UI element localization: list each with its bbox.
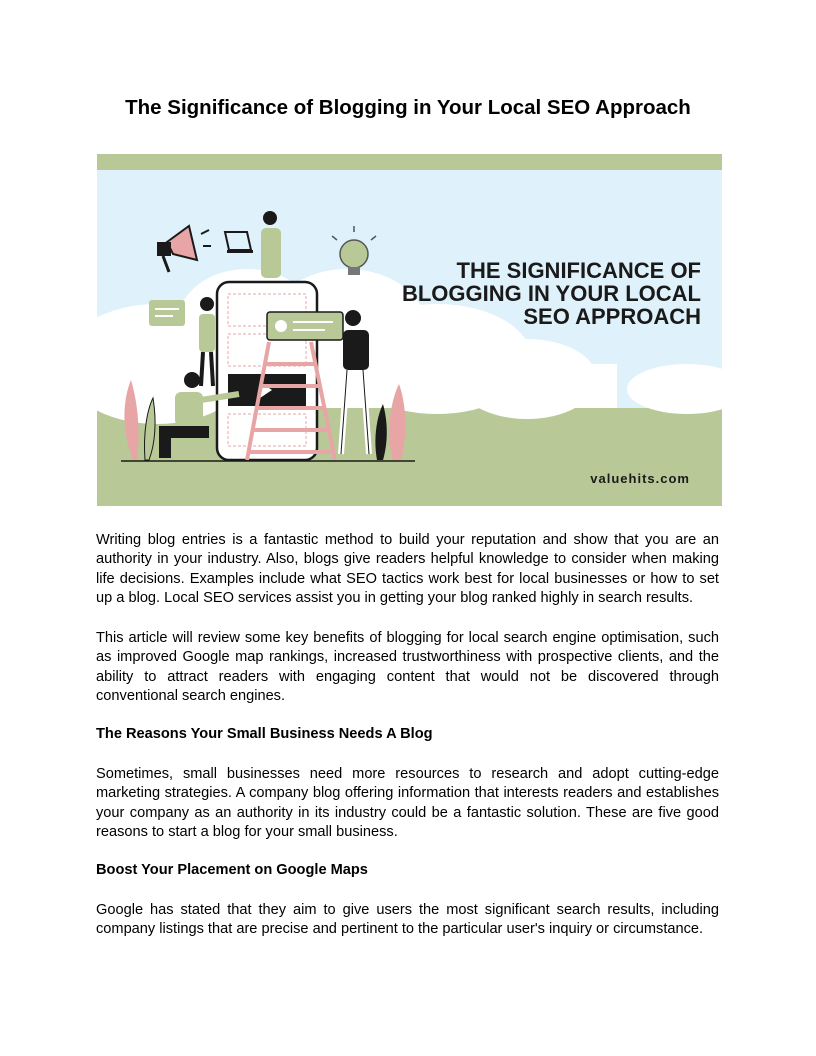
smartphone-illustration: [217, 282, 317, 460]
hero-site-label: valuehits.com: [590, 471, 690, 486]
chat-bubble-left: [149, 300, 185, 326]
hero-headline-line-1: THE SIGNIFICANCE OF: [456, 258, 701, 283]
hero-headline-line-2: BLOGGING IN YOUR LOCAL: [401, 281, 701, 306]
hero-illustration: [97, 154, 722, 506]
section-heading-reasons: The Reasons Your Small Business Needs A Blog: [96, 726, 433, 742]
paragraph-reasons: Sometimes, small businesses need more resources to research and adopt cutting-edge marketing strategies. A company blog offering information that interests readers and establishes your company as an authority in its industry could be a fantastic solution. These are five good reasons to start a blog for your small business.: [96, 766, 719, 840]
paragraph-intro: Writing blog entries is a fantastic method to build your reputation and show that you are an authority in your industry. Also, blogs give readers helpful knowledge to consider when making life decisions. Examples include what SEO tactics work best for local businesses or how to set up a blog. Local SEO services assist you in getting your blog ranked highly in search results.: [96, 532, 719, 606]
hero-banner: [97, 154, 722, 506]
hero-headline-line-3: SEO APPROACH: [523, 304, 701, 329]
page-title: The Significance of Blogging in Your Local SEO Approach: [125, 96, 691, 119]
section-heading-google-maps: Boost Your Placement on Google Maps: [96, 862, 368, 878]
paragraph-overview: This article will review some key benefits of blogging for local search engine optimisation, such as improved Google map rankings, increased trustworthiness with prospective clients, and the ability to attract readers with engaging content that would not be discovered through conventional search engines.: [96, 630, 719, 704]
paragraph-google-maps: Google has stated that they aim to give users the most significant search results, including company listings that are precise and pertinent to the particular user's inquiry or circumstance.: [96, 902, 719, 938]
